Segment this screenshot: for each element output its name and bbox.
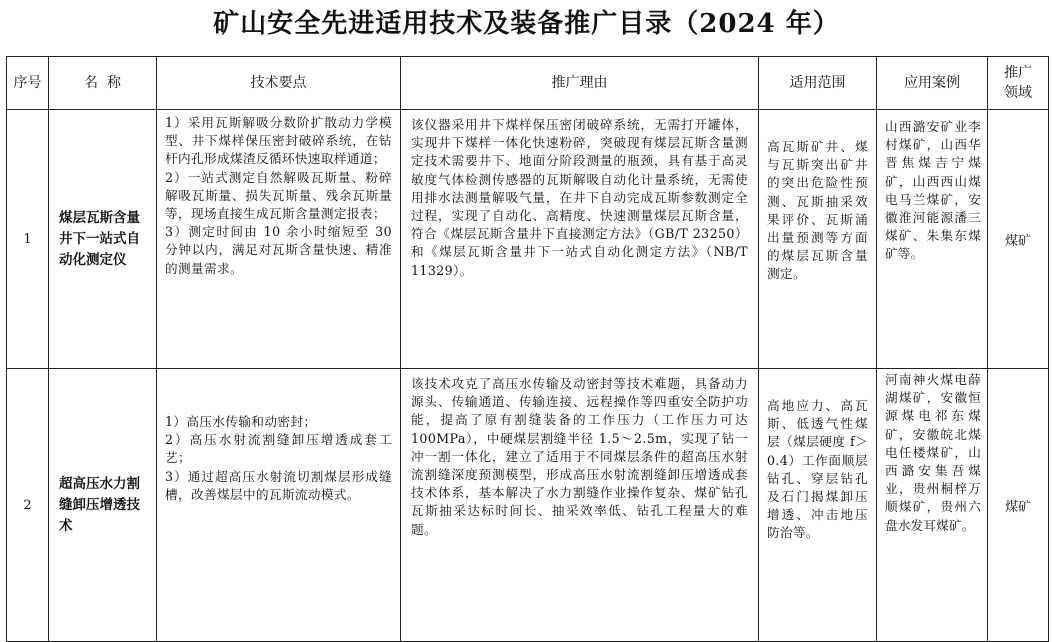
header-name: 名 称 bbox=[49, 57, 157, 110]
promotion-catalog-table bbox=[6, 56, 1049, 642]
page-title: 矿山安全先进适用技术及装备推广目录（2024 年） bbox=[213, 9, 840, 39]
tech-point: 1）采用瓦斯解吸分数阶扩散动力学模型、井下煤样保压密封破碎系统，在钻杆内孔形成煤渣反循环快速取样通道； bbox=[165, 115, 392, 167]
row-field: 煤矿 bbox=[988, 110, 1049, 369]
table-row bbox=[7, 110, 1049, 369]
header-range: 适用范围 bbox=[759, 57, 877, 110]
header-seq: 序号 bbox=[7, 57, 49, 110]
row-field: 煤矿 bbox=[988, 369, 1049, 642]
row-cases: 河南神火煤电薛湖煤矿，安徽恒源煤电祁东煤矿，安徽皖北煤电任楼煤矿，山西潞安集吾煤业，贵州桐梓万顺煤矿，贵州六盘水发耳煤矿。 bbox=[877, 369, 988, 642]
row-range: 高瓦斯矿井、煤与瓦斯突出矿井的突出危险性预测、瓦斯抽采效果评价、瓦斯涌出量预测等方面的煤层瓦斯含量测定。 bbox=[759, 110, 877, 369]
tech-point: 3）测定时间由 10 余小时缩短至 30 分钟以内，满足对瓦斯含量快速、精准的测量需求。 bbox=[165, 224, 392, 276]
tech-point: 2）高压水射流割缝卸压增透成套工艺； bbox=[165, 432, 392, 466]
header-cases: 应用案例 bbox=[877, 57, 988, 110]
header-tech: 技术要点 bbox=[157, 57, 401, 110]
row-tech-points bbox=[157, 369, 401, 642]
tech-point: 2）一站式测定自然解吸瓦斯量、粉碎解吸瓦斯量、损失瓦斯量、残余瓦斯量等，现场直接生成瓦斯含量测定报表； bbox=[165, 169, 392, 222]
row-seq: 2 bbox=[7, 369, 49, 642]
table-row bbox=[7, 369, 1049, 642]
row-seq: 1 bbox=[7, 110, 49, 369]
row-range: 高地应力、高瓦斯、低透气性煤层（煤层硬度 f＞0.4）工作面顺层钻孔、穿层钻孔及石门揭煤卸压增透、冲击地压防治等。 bbox=[759, 369, 877, 642]
tech-point: 1）高压水传输和动密封； bbox=[165, 414, 317, 429]
row-name: 煤层瓦斯含量井下一站式自动化测定仪 bbox=[49, 110, 157, 369]
tech-point: 3）通过超高压水射流切割煤层形成缝槽，改善煤层中的瓦斯流动模式。 bbox=[165, 468, 392, 502]
header-reason: 推广理由 bbox=[401, 57, 759, 110]
row-reason: 该技术攻克了高压水传输及动密封等技术难题，具备动力源头、传输通道、传输连接、远程操作等四重安全防护功能，提高了原有割缝装备的工作压力（工作压力可达 100MPa），中硬煤层割缝半径 1.5～2.5m，实现了钻一冲一割一体化，建立了适用于不同煤层条件的超高压水射流割缝深度预测模型，形成高压水射流割缝卸压增透成套技术体系，基本解决了水力割缝作业操作复杂、煤矿钻孔瓦斯抽采达标时间长、抽采效率低、钻孔工程量大的难题。 bbox=[401, 369, 759, 642]
row-reason: 该仪器采用井下煤样保压密闭破碎系统，无需打开罐体，实现井下煤样一体化快速粉碎，突破现有煤层瓦斯含量测定技术需要井下、地面分阶段测量的瓶颈，具有基于高灵敏度气体检测传感器的瓦斯解吸自动化计量系统，无需使用排水法测量解吸气量，在井下自动完成瓦斯参数测定全过程，实现了自动化、高精度、快速测量煤层瓦斯含量，符合《煤层瓦斯含量井下直接测定方法》（GB/T 23250）和《煤层瓦斯含量井下一站式自动化测定方法》（NB/T 11329）。 bbox=[401, 110, 759, 369]
row-cases: 山西潞安矿业李村煤矿，山西华晋焦煤吉宁煤矿，山西西山煤电马兰煤矿，安徽淮河能源潘三煤矿、朱集东煤矿等。 bbox=[877, 110, 988, 369]
row-name: 超高压水力割缝卸压增透技术 bbox=[49, 369, 157, 642]
header-field: 推广 领域 bbox=[988, 57, 1049, 110]
row-tech-points bbox=[157, 110, 401, 369]
header-row bbox=[7, 57, 1049, 110]
